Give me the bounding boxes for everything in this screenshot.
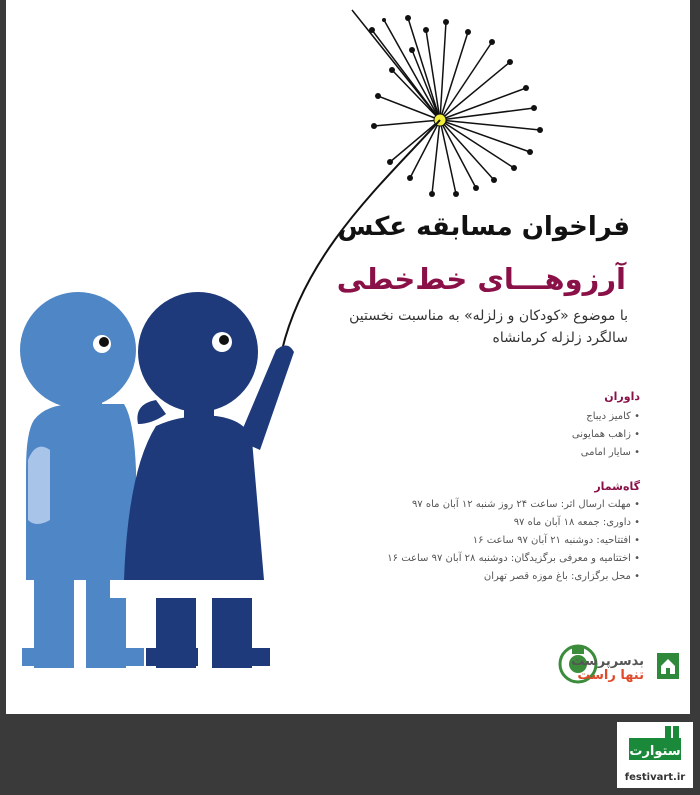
judges-list [572, 408, 640, 462]
timeline-item: • محل برگزاری: باغ موزه قصر تهران [483, 571, 640, 582]
house-icon [656, 652, 680, 680]
timeline-item: • داوری: جمعه ۱۸ آبان ماه ۹۷ [513, 517, 640, 528]
judges-heading: داوران [604, 390, 640, 403]
timeline-heading: گاه‌شمار [594, 480, 640, 493]
festivart-url[interactable]: festivart.ir [624, 772, 686, 783]
timeline-item: • مهلت ارسال اثر: ساعت ۲۴ روز شنبه ۱۲ آبان ماه ۹۷ [411, 499, 640, 510]
poster-description [298, 305, 628, 349]
girl-figure [124, 292, 294, 668]
sponsor-line-1: بدسرپرست [571, 654, 644, 669]
children-dandelion-illustration [6, 0, 690, 714]
description-line-1: با موضوع «کودکان و زلزله» به مناسبت نخستین [349, 308, 628, 324]
judge-item: • کامیز دیباج [586, 411, 640, 422]
sponsor-logo-text [571, 655, 644, 683]
poster-title: فراخوان مسابقه عکس [337, 212, 630, 242]
sponsor-line-2: تنها راست [577, 668, 644, 683]
judge-item: • سایار امامی [580, 447, 640, 458]
festivart-mark-text: ستوارت [629, 744, 681, 759]
poster-subtitle: آرزوهـــای خط‌خطی [336, 262, 626, 296]
festivart-logo-icon [629, 726, 681, 770]
timeline-list [387, 496, 640, 586]
festivart-badge[interactable] [617, 722, 693, 788]
poster [6, 0, 690, 714]
timeline-item: • اختتامیه و معرفی برگزیدگان: دوشنبه ۲۸ آبان ۹۷ ساعت ۱۶ [387, 553, 640, 564]
timeline-item: • افتتاحیه: دوشنبه ۲۱ آبان ۹۷ ساعت ۱۶ [472, 535, 640, 546]
description-line-2: سالگرد زلزله کرمانشاه [492, 330, 628, 346]
judge-item: • زاهب همایونی [571, 429, 640, 440]
